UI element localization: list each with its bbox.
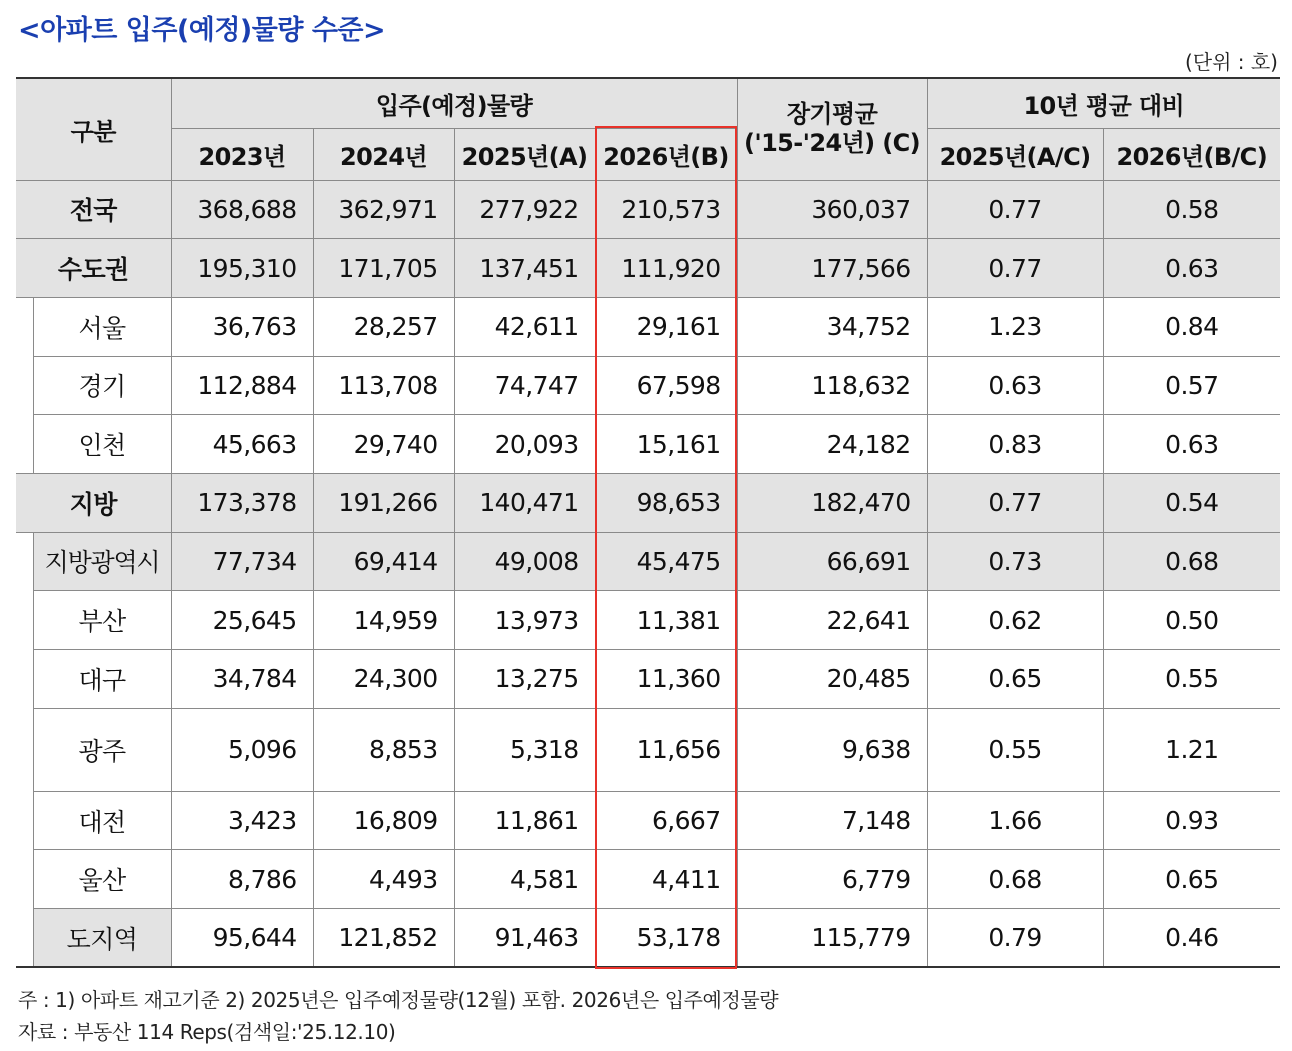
cell-2024: 191,266 [313, 473, 454, 532]
table-row [16, 473, 1280, 532]
header-2024: 2024년 [313, 128, 454, 180]
cell-2025: 49,008 [454, 532, 595, 591]
housing-supply-table [16, 77, 1280, 968]
row-label: 수도권 [16, 239, 171, 298]
cell-2025: 137,451 [454, 239, 595, 298]
page-title: <아파트 입주(예정)물량 수준> [18, 15, 386, 46]
cell-2023: 112,884 [171, 356, 313, 415]
cell-2026: 111,920 [595, 239, 737, 298]
cell-2024: 362,971 [313, 180, 454, 239]
cell-ratio-2026: 0.57 [1103, 356, 1280, 415]
cell-longterm: 66,691 [737, 532, 927, 591]
cell-2026: 15,161 [595, 415, 737, 474]
cell-ratio-2025: 0.55 [927, 708, 1103, 791]
cell-ratio-2026: 0.46 [1103, 909, 1280, 968]
row-label: 도지역 [33, 909, 171, 968]
table-row [16, 297, 1280, 356]
cell-2024: 121,852 [313, 909, 454, 968]
header-ratio-2025: 2025년(A/C) [927, 128, 1103, 180]
cell-longterm: 115,779 [737, 909, 927, 968]
header-category: 구분 [16, 78, 171, 180]
table-row [16, 850, 1280, 909]
cell-longterm: 20,485 [737, 650, 927, 709]
cell-ratio-2026: 0.84 [1103, 297, 1280, 356]
header-volume-group: 입주(예정)물량 [171, 78, 737, 128]
cell-2023: 5,096 [171, 708, 313, 791]
row-label: 광주 [33, 708, 171, 791]
cell-2024: 16,809 [313, 791, 454, 850]
cell-2026: 11,656 [595, 708, 737, 791]
source-note: 자료 : 부동산 114 Reps(검색일:'25.12.10) [18, 1020, 396, 1044]
cell-longterm: 177,566 [737, 239, 927, 298]
table-row [16, 180, 1280, 239]
cell-ratio-2026: 0.93 [1103, 791, 1280, 850]
table-row [16, 909, 1280, 968]
cell-2023: 36,763 [171, 297, 313, 356]
cell-ratio-2025: 1.23 [927, 297, 1103, 356]
cell-2023: 195,310 [171, 239, 313, 298]
cell-ratio-2025: 0.65 [927, 650, 1103, 709]
table-row [16, 591, 1280, 650]
table-row [16, 791, 1280, 850]
cell-2023: 3,423 [171, 791, 313, 850]
cell-ratio-2025: 0.73 [927, 532, 1103, 591]
row-indent [16, 415, 33, 474]
header-longterm-average [737, 78, 927, 180]
cell-ratio-2025: 1.66 [927, 791, 1103, 850]
header-2023: 2023년 [171, 128, 313, 180]
cell-2026: 45,475 [595, 532, 737, 591]
cell-2026: 11,360 [595, 650, 737, 709]
cell-2023: 34,784 [171, 650, 313, 709]
row-indent [16, 297, 33, 356]
cell-2023: 368,688 [171, 180, 313, 239]
row-label: 대전 [33, 791, 171, 850]
row-indent [16, 532, 33, 591]
cell-2026: 6,667 [595, 791, 737, 850]
cell-2026: 11,381 [595, 591, 737, 650]
cell-ratio-2025: 0.62 [927, 591, 1103, 650]
cell-2024: 29,740 [313, 415, 454, 474]
cell-2023: 45,663 [171, 415, 313, 474]
cell-ratio-2025: 0.63 [927, 356, 1103, 415]
header-longterm-line1: 장기평균 [786, 100, 878, 129]
cell-longterm: 9,638 [737, 708, 927, 791]
table-row [16, 650, 1280, 709]
cell-2024: 4,493 [313, 850, 454, 909]
row-indent [16, 591, 33, 650]
cell-2025: 13,275 [454, 650, 595, 709]
row-label: 지방광역시 [33, 532, 171, 591]
cell-2024: 171,705 [313, 239, 454, 298]
cell-ratio-2026: 0.65 [1103, 850, 1280, 909]
cell-2024: 14,959 [313, 591, 454, 650]
cell-2025: 42,611 [454, 297, 595, 356]
cell-longterm: 7,148 [737, 791, 927, 850]
row-label: 인천 [33, 415, 171, 474]
cell-2025: 4,581 [454, 850, 595, 909]
header-ratio-group: 10년 평균 대비 [927, 78, 1280, 128]
cell-ratio-2025: 0.83 [927, 415, 1103, 474]
cell-2024: 8,853 [313, 708, 454, 791]
cell-2025: 20,093 [454, 415, 595, 474]
cell-2025: 13,973 [454, 591, 595, 650]
cell-2025: 11,861 [454, 791, 595, 850]
cell-ratio-2026: 0.63 [1103, 239, 1280, 298]
cell-2026: 210,573 [595, 180, 737, 239]
row-label: 전국 [16, 180, 171, 239]
cell-ratio-2026: 0.58 [1103, 180, 1280, 239]
cell-longterm: 24,182 [737, 415, 927, 474]
footnote: 주 : 1) 아파트 재고기준 2) 2025년은 입주예정물량(12월) 포함. 2026년은 입주예정물량 [18, 988, 779, 1012]
table-row [16, 415, 1280, 474]
cell-2025: 277,922 [454, 180, 595, 239]
cell-ratio-2025: 0.77 [927, 239, 1103, 298]
cell-longterm: 6,779 [737, 850, 927, 909]
cell-2025: 91,463 [454, 909, 595, 968]
cell-ratio-2025: 0.79 [927, 909, 1103, 968]
row-label: 지방 [16, 473, 171, 532]
cell-longterm: 22,641 [737, 591, 927, 650]
cell-2023: 173,378 [171, 473, 313, 532]
row-label: 울산 [33, 850, 171, 909]
row-label: 경기 [33, 356, 171, 415]
cell-longterm: 34,752 [737, 297, 927, 356]
cell-2023: 25,645 [171, 591, 313, 650]
row-indent [16, 708, 33, 791]
cell-ratio-2026: 0.50 [1103, 591, 1280, 650]
cell-2026: 98,653 [595, 473, 737, 532]
cell-2025: 5,318 [454, 708, 595, 791]
cell-longterm: 182,470 [737, 473, 927, 532]
row-label: 서울 [33, 297, 171, 356]
row-label: 대구 [33, 650, 171, 709]
row-indent [16, 791, 33, 850]
row-indent [16, 850, 33, 909]
cell-2025: 74,747 [454, 356, 595, 415]
cell-ratio-2026: 0.55 [1103, 650, 1280, 709]
cell-2025: 140,471 [454, 473, 595, 532]
row-indent [16, 909, 33, 968]
cell-2023: 95,644 [171, 909, 313, 968]
table-row [16, 239, 1280, 298]
cell-ratio-2026: 0.63 [1103, 415, 1280, 474]
cell-ratio-2025: 0.77 [927, 180, 1103, 239]
cell-ratio-2026: 0.68 [1103, 532, 1280, 591]
row-indent [16, 650, 33, 709]
cell-ratio-2025: 0.68 [927, 850, 1103, 909]
cell-2024: 24,300 [313, 650, 454, 709]
cell-2024: 69,414 [313, 532, 454, 591]
cell-2024: 28,257 [313, 297, 454, 356]
row-label: 부산 [33, 591, 171, 650]
header-ratio-2026: 2026년(B/C) [1103, 128, 1280, 180]
row-indent [16, 356, 33, 415]
header-longterm-line2: ('15-'24년) (C) [743, 129, 921, 158]
cell-ratio-2026: 0.54 [1103, 473, 1280, 532]
table-row [16, 708, 1280, 791]
cell-2026: 53,178 [595, 909, 737, 968]
cell-2023: 77,734 [171, 532, 313, 591]
cell-longterm: 118,632 [737, 356, 927, 415]
table-row [16, 532, 1280, 591]
cell-2024: 113,708 [313, 356, 454, 415]
unit-label: (단위 : 호) [1184, 50, 1278, 74]
cell-ratio-2025: 0.77 [927, 473, 1103, 532]
cell-2023: 8,786 [171, 850, 313, 909]
cell-ratio-2026: 1.21 [1103, 708, 1280, 791]
cell-2026: 4,411 [595, 850, 737, 909]
table-row [16, 356, 1280, 415]
cell-2026: 29,161 [595, 297, 737, 356]
cell-2026: 67,598 [595, 356, 737, 415]
cell-longterm: 360,037 [737, 180, 927, 239]
header-2025: 2025년(A) [454, 128, 595, 180]
header-2026: 2026년(B) [595, 128, 737, 180]
